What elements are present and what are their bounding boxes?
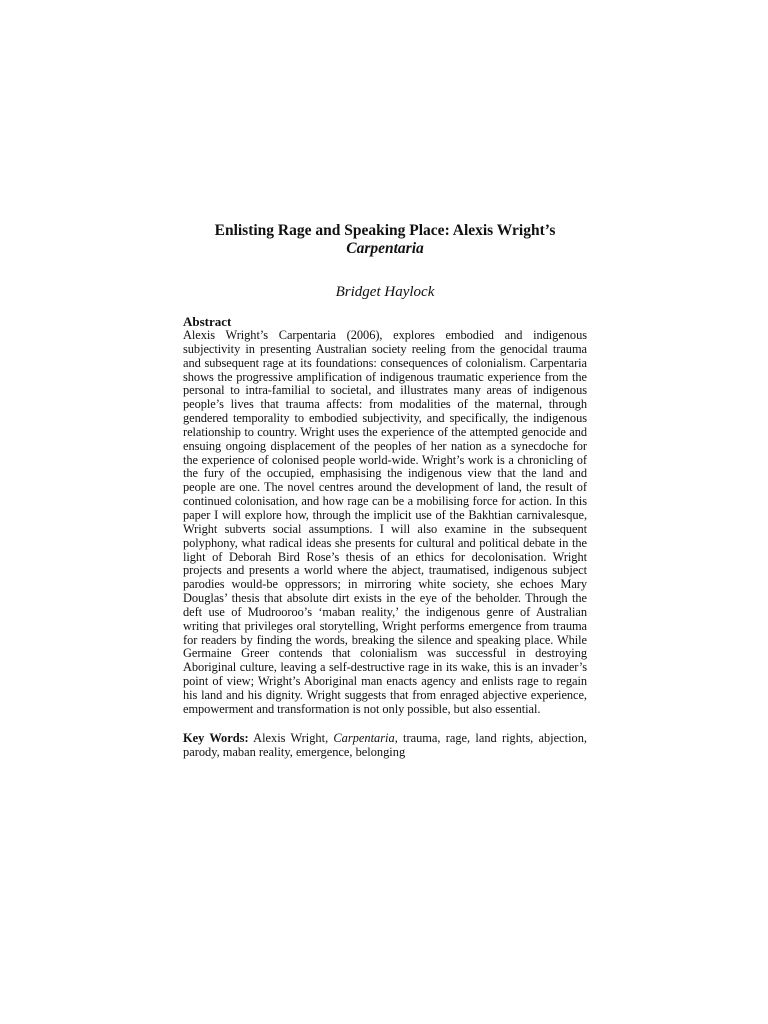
paper-title — [183, 222, 587, 258]
keywords — [183, 731, 587, 759]
paper-title-work: Carpentaria — [346, 240, 424, 257]
keywords-text-1: Alexis Wright, — [248, 730, 334, 745]
paper-title-main: Enlisting Rage and Speaking Place: Alexis Wright’s — [214, 222, 556, 239]
abstract-heading: Abstract — [183, 314, 232, 329]
keywords-italic-term: Carpentaria — [333, 730, 395, 745]
paper-page — [183, 222, 587, 759]
keywords-label: Key Words: — [183, 730, 249, 745]
paper-author: Bridget Haylock — [335, 284, 435, 300]
abstract-text: Alexis Wright’s Carpentaria (2006), explores embodied and indigenous subjectivity in presenting Australian society reeling from the genocidal trauma and subsequent rage at its foundations: consequences of colonialism. Carpentaria shows the progressive amplification of indigenous traumatic experience from the personal to intra-familial to societal, and illustrates many areas of indigenous people’s lives that trauma affects: from modalities of the maternal, through gendered temporality to embodied subjectivity, and specifically, the indigenous relationship to country. Wright uses the experience of the attempted genocide and ensuing ongoing displacement of the peoples of her nation as a synecdoche for the experience of colonised people world-wide. Wright’s work is a chronicling of the fury of the occupied, emphasising the indigenous view that the land and people are one. The novel centres around the development of land, the result of continued colonisation, and how rage can be a mobilising force for action. In this paper I will explore how, through the implicit use of the Bakhtian carnivalesque, Wright subverts social assumptions. I will also examine in the subsequent polyphony, what radical ideas she presents for cultural and political debate in the light of Deborah Bird Rose’s thesis of an ethics for decolonisation. Wright projects and presents a world where the abject, traumatised, indigenous subject parodies would-be oppressors; in mirroring white society, she echoes Mary Douglas’ thesis that absolute dirt exists in the eye of the beholder. Through the deft use of Mudrooroo’s ‘maban reality,’ the indigenous genre of Australian writing that privileges oral storytelling, Wright performs emergence from trauma for readers by finding the words, breaking the silence and speaking place. While Germaine Greer contends that colonialism was successful in destroying Aboriginal culture, leaving a self-destructive rage in its wake, this is an invader’s point of view; Wright’s Aboriginal man enacts agency and enlists rage to regain his land and his dignity. Wright suggests that from enraged abjective experience, empowerment and transformation is not only possible, but also essential. — [183, 328, 587, 716]
keywords-text-2: , trauma, rage, land rights, abjection, parody, maban reality, emergence, belonging — [183, 730, 587, 759]
